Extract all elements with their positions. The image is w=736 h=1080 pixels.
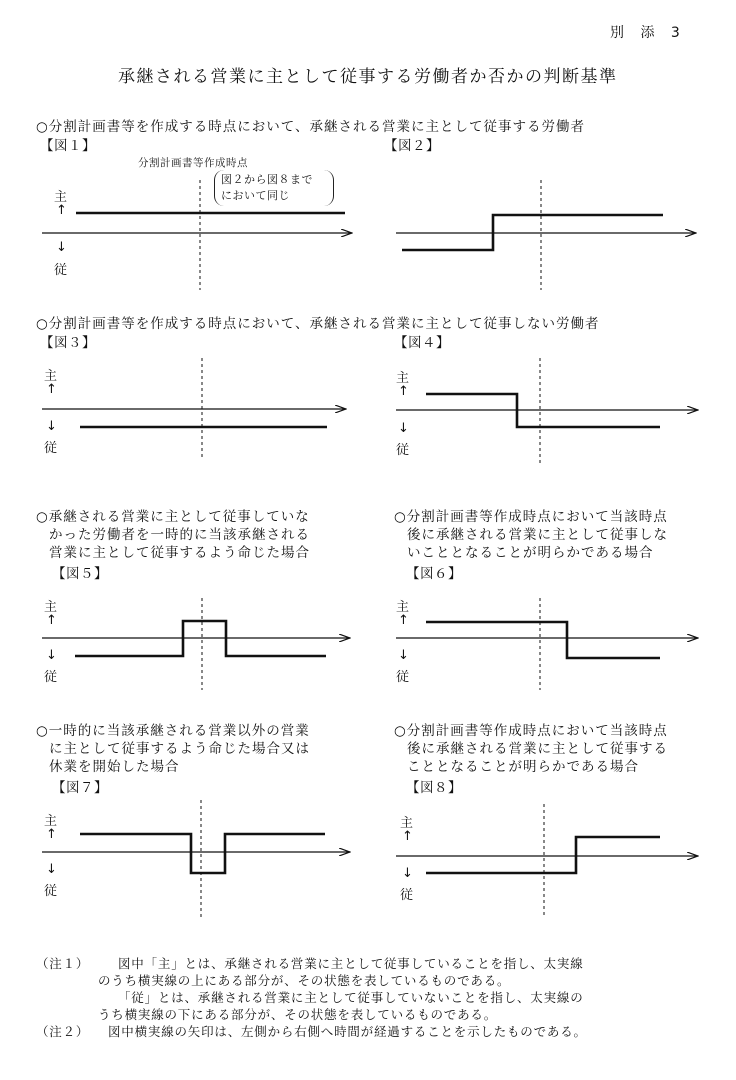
figure-2-diagram — [396, 180, 696, 290]
note-1-marker: （注１） — [36, 956, 90, 971]
figure-1-sub-label: 従 — [54, 263, 68, 278]
figure-5-down-arrow: ↓ — [46, 648, 57, 663]
section-5-line-3: 休業を開始した場合 — [49, 759, 180, 775]
figure-6-label: 【図６】 — [406, 566, 462, 582]
note-1-line-2: のうち横実線の上にある部分が、その状態を表しているものである。 — [98, 973, 511, 988]
note-1-line-1: 図中「主」とは、承継される営業に主として従事していることを指し、太実線 — [118, 956, 584, 971]
section-5-line-2: に主として従事するよう命じた場合又は — [49, 741, 310, 757]
figure-8-up-arrow: ↑ — [402, 829, 413, 844]
figure-8-sub-label: 従 — [400, 888, 414, 903]
section-6-line-1: ○分割計画書等作成時点において当該時点 — [394, 723, 668, 739]
figure-2-label: 【図２】 — [384, 138, 440, 154]
section-6-line-3: こととなることが明らかである場合 — [407, 759, 639, 775]
section-1-heading: ○分割計画書等を作成する時点において、承継される営業に主として従事する労働者 — [36, 119, 586, 135]
figure-3-sub-label: 従 — [44, 441, 58, 456]
figure-4-up-arrow: ↑ — [398, 384, 409, 399]
figure-8-main-label: 主 — [400, 816, 414, 831]
figure-5-diagram — [42, 598, 350, 690]
bracket-note-line-1: 図２から図８まで — [221, 173, 313, 186]
figure-6-main-label: 主 — [396, 600, 410, 615]
figure-1-up-arrow: ↑ — [56, 203, 67, 218]
figure-7-main-label: 主 — [44, 814, 58, 829]
figure-7-diagram — [42, 800, 350, 918]
section-4-line-2: 後に承継される営業に主として従事しな — [407, 527, 668, 543]
figure-5-main-label: 主 — [44, 600, 58, 615]
section-4-line-1: ○分割計画書等作成時点において当該時点 — [394, 509, 668, 525]
figure-7-sub-label: 従 — [44, 884, 58, 899]
section-3-line-2: かった労働者を一時的に当該承継される — [49, 527, 310, 543]
figure-4-main-label: 主 — [396, 371, 410, 386]
status-line — [426, 837, 660, 873]
attachment-label: 別 添 3 — [610, 25, 686, 41]
status-line — [80, 834, 325, 873]
figure-3-diagram — [42, 358, 346, 460]
section-4-line-3: いこととなることが明らかである場合 — [407, 545, 654, 561]
figure-3-down-arrow: ↓ — [46, 419, 57, 434]
note-2-text: 図中横実線の矢印は、左側から右側へ時間が経過することを示したものである。 — [108, 1024, 587, 1039]
section-5-line-1: ○一時的に当該承継される営業以外の営業 — [36, 723, 310, 739]
figure-7-down-arrow: ↓ — [46, 862, 57, 877]
status-line — [426, 622, 660, 658]
figure-5-sub-label: 従 — [44, 670, 58, 685]
time-point-label: 分割計画書等作成時点 — [138, 157, 248, 169]
figure-6-up-arrow: ↑ — [398, 613, 409, 628]
note-1-line-3: 「従」とは、承継される営業に主として従事していないことを指し、太実線の — [118, 990, 584, 1005]
figure-8-diagram — [396, 804, 698, 918]
section-2-heading: ○分割計画書等を作成する時点において、承継される営業に主として従事しない労働者 — [36, 316, 600, 332]
figure-3-up-arrow: ↑ — [46, 382, 57, 397]
bracket-note-line-2: において同じ — [221, 189, 290, 202]
figure-6-down-arrow: ↓ — [398, 648, 409, 663]
figure-8-label: 【図８】 — [406, 780, 462, 796]
note-1-line-4: うち横実線の下にある部分が、その状態を表しているものである。 — [98, 1007, 498, 1022]
note-2-marker: （注２） — [36, 1024, 90, 1039]
figure-7-label: 【図７】 — [52, 780, 108, 796]
figure-7-up-arrow: ↑ — [46, 827, 57, 842]
page-title: 承継される営業に主として従事する労働者か否かの判断基準 — [118, 67, 618, 87]
section-3-line-3: 営業に主として従事するよう命じた場合 — [49, 545, 310, 561]
figure-1-label: 【図１】 — [40, 138, 96, 154]
figure-4-label: 【図４】 — [394, 335, 450, 351]
figure-1-diagram — [42, 180, 352, 290]
figure-4-down-arrow: ↓ — [398, 421, 409, 436]
figure-4-diagram — [396, 358, 698, 465]
figure-1-down-arrow: ↓ — [56, 240, 67, 255]
figure-6-sub-label: 従 — [396, 670, 410, 685]
figure-1-main-label: 主 — [54, 190, 68, 205]
section-6-line-2: 後に承継される営業に主として従事する — [407, 741, 668, 757]
figure-8-down-arrow: ↓ — [402, 866, 413, 881]
section-3-line-1: ○承継される営業に主として従事していな — [36, 509, 310, 525]
figure-6-diagram — [396, 598, 698, 690]
figure-3-label: 【図３】 — [40, 335, 96, 351]
figure-5-up-arrow: ↑ — [46, 613, 57, 628]
figure-3-main-label: 主 — [44, 369, 58, 384]
figure-5-label: 【図５】 — [52, 566, 108, 582]
figure-4-sub-label: 従 — [396, 443, 410, 458]
